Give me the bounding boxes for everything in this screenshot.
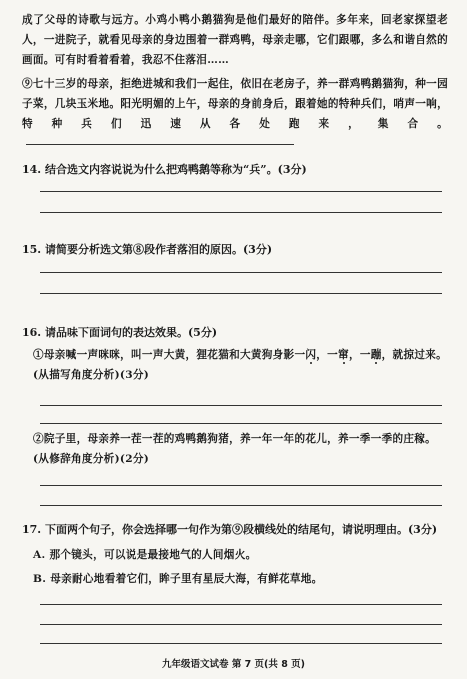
emphasized-word: 闪 xyxy=(305,349,317,361)
answer-line[interactable] xyxy=(40,505,442,506)
emphasized-word: 窜 xyxy=(338,349,349,361)
answer-line[interactable] xyxy=(40,212,442,213)
question-16: 16. 请品味下面词句的表达效果。(5分) xyxy=(22,326,218,339)
paragraph-9-text: ⑨七十三岁的母亲，拒绝进城和我们一起住，依旧在老房子，养一群鸡鸭鹅猫狗，种一园子菜，几块玉米地。阳光明媚的上午，母亲的身前身后，跟着她的特种兵们，哨声一响，特种兵们迅速从各处跑来，集合。 xyxy=(22,78,448,130)
passage-paragraph-8-end: 成了父母的诗歌与远方。小鸡小鸭小鹅猫狗是他们最好的陪伴。多年来，回老家探望老人，一进院子，就看见母亲的身边围着一群鸡鸭，母亲走哪，它们跟哪，多么和谐自然的画面。可有时看着看着，我忍不住落泪…… xyxy=(22,14,448,66)
separator: ，一 xyxy=(316,349,339,361)
option-b: B. 母亲耐心地看着它们，眸子里有星辰大海，有鲜花草地。 xyxy=(33,573,323,585)
question-14: 14. 结合选文内容说说为什么把鸡鸭鹅等称为“兵”。(3分) xyxy=(22,163,307,176)
question-15: 15. 请简要分析选文第⑧段作者落泪的原因。(3分) xyxy=(22,243,273,256)
item-1-text-b: ，就掠过来。(从描写角度分析)(3分) xyxy=(33,349,448,381)
page-footer: 九年级语文试卷 第 7 页(共 8 页) xyxy=(162,659,305,670)
passage-paragraph-9 xyxy=(22,74,448,154)
answer-line[interactable] xyxy=(40,191,442,192)
answer-line[interactable] xyxy=(40,604,442,605)
paragraph-9-blank-line xyxy=(26,144,294,145)
item-1-text-a: ①母亲喊一声咪咪，叫一声大黄，狸花猫和大黄狗身影一 xyxy=(33,349,306,361)
question-17: 17. 下面两个句子，你会选择哪一句作为第⑨段横线处的结尾句，请说明理由。(3分) xyxy=(22,523,438,536)
answer-line[interactable] xyxy=(40,423,442,424)
question-16-item-2: ②院子里，母亲养一茬一茬的鸡鸭鹅狗猪，养一年一年的花儿，养一季一季的庄稼。(从修辞角度分析)(2分) xyxy=(33,433,437,465)
answer-line[interactable] xyxy=(40,272,442,273)
answer-line[interactable] xyxy=(40,643,442,644)
option-a: A. 那个镜头，可以说是最接地气的人间烟火。 xyxy=(33,549,257,561)
answer-line[interactable] xyxy=(40,624,442,625)
separator: ，一 xyxy=(348,349,371,361)
answer-line[interactable] xyxy=(40,485,442,486)
answer-line[interactable] xyxy=(40,293,442,294)
emphasized-word: 蹦 xyxy=(370,349,382,361)
question-16-item-1 xyxy=(33,345,451,385)
answer-line[interactable] xyxy=(40,405,442,406)
